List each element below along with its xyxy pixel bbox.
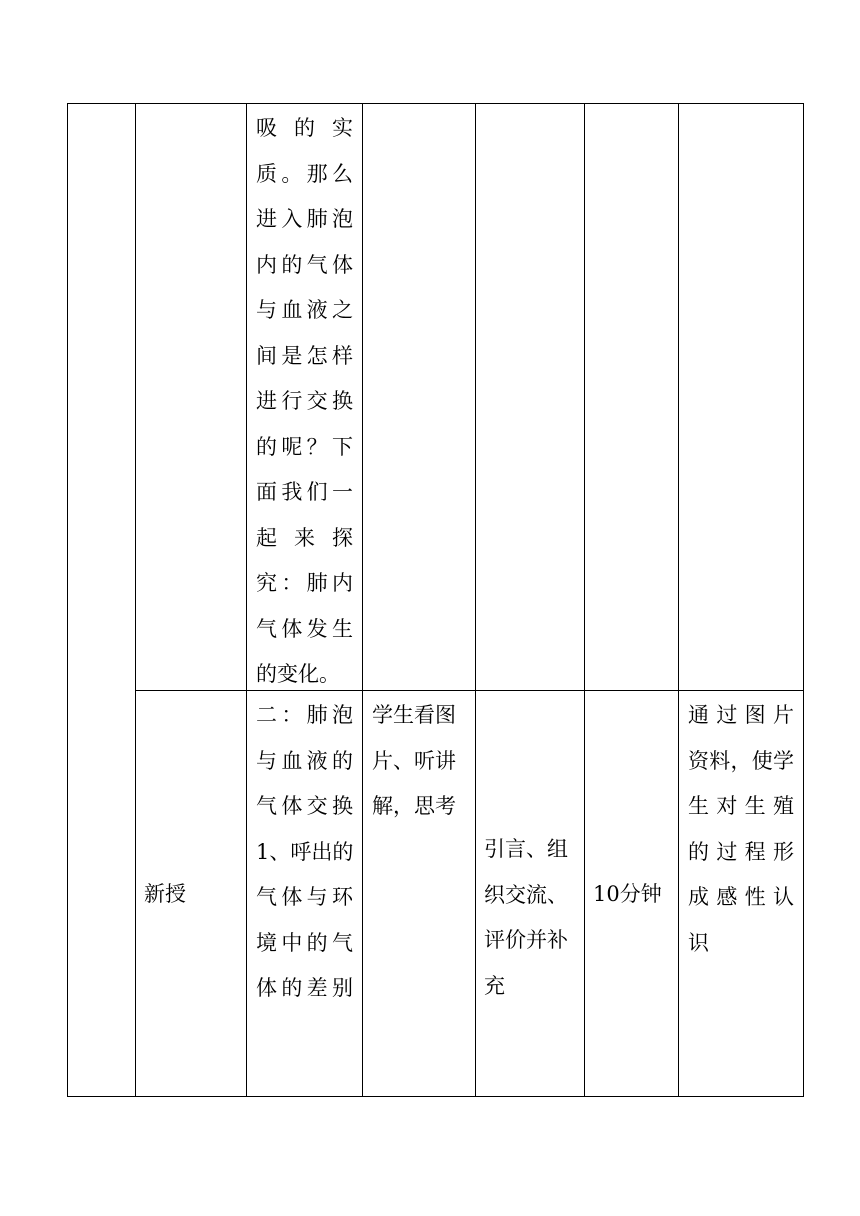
text-line: 评价并补 (484, 928, 568, 952)
text-line: 气体与环 (256, 885, 353, 909)
text-line: 与血液的 (256, 748, 353, 773)
text-line: 引言、组 (484, 837, 568, 861)
col-border-6 (584, 103, 585, 1097)
text-line: 间是怎样 (256, 343, 353, 368)
phase-cell (144, 872, 234, 918)
text-line: 二：肺泡 (256, 703, 353, 727)
row2-content-cell (256, 693, 353, 1012)
text-line: 生对生殖 (688, 794, 794, 818)
row1-content-cell (256, 106, 353, 698)
text-line: 识 (688, 930, 709, 955)
col-border-4 (362, 103, 363, 1097)
col-border-5 (475, 103, 476, 1097)
text-line: 1、呼出的 (256, 839, 354, 864)
text-line: 质。那么 (256, 161, 353, 186)
phase-label: 新授 (144, 882, 186, 906)
text-line: 吸的实 (256, 116, 353, 140)
text-line: 体的差别 (256, 976, 353, 1000)
teacher-activity-cell (484, 827, 580, 1009)
student-activity-cell (372, 693, 468, 830)
text-line: 与血液之 (256, 298, 353, 322)
text-line: 织交流、 (484, 882, 568, 907)
time-label: 10分钟 (593, 882, 662, 906)
text-line: 通过图片 (688, 703, 794, 727)
text-line: 起来探 (256, 525, 353, 550)
design-intent-cell (688, 693, 794, 966)
text-line: 境中的气 (256, 930, 353, 955)
text-line: 内的气体 (256, 252, 353, 277)
text-line left: 的变化。 (256, 662, 340, 686)
col-border-2 (135, 103, 136, 1097)
col-border-8 (803, 103, 804, 1097)
text-line: 充 (484, 973, 505, 998)
text-line: 气体交换 (256, 794, 353, 818)
text-line: 解，思考 (372, 794, 456, 818)
text-line: 的过程形 (688, 839, 794, 864)
row-divider (135, 690, 804, 691)
time-cell (593, 872, 677, 918)
text-line: 学生看图 (372, 703, 456, 727)
col-border-3 (246, 103, 247, 1097)
text-line: 进行交换 (256, 389, 353, 413)
text-line: 进入肺泡 (256, 207, 353, 231)
col-border-1 (67, 103, 68, 1097)
text-line: 气体发生 (256, 616, 353, 641)
text-line: 究：肺内 (256, 571, 353, 595)
text-line: 成感性认 (688, 885, 794, 909)
text-line: 片、听讲 (372, 748, 456, 773)
text-line: 的呢？下 (256, 434, 353, 459)
col-border-7 (678, 103, 679, 1097)
table-bottom-border (67, 1096, 804, 1097)
text-line: 面我们一 (256, 480, 353, 504)
text-line: 资料，使学 (688, 748, 794, 773)
table-top-border (67, 103, 804, 104)
